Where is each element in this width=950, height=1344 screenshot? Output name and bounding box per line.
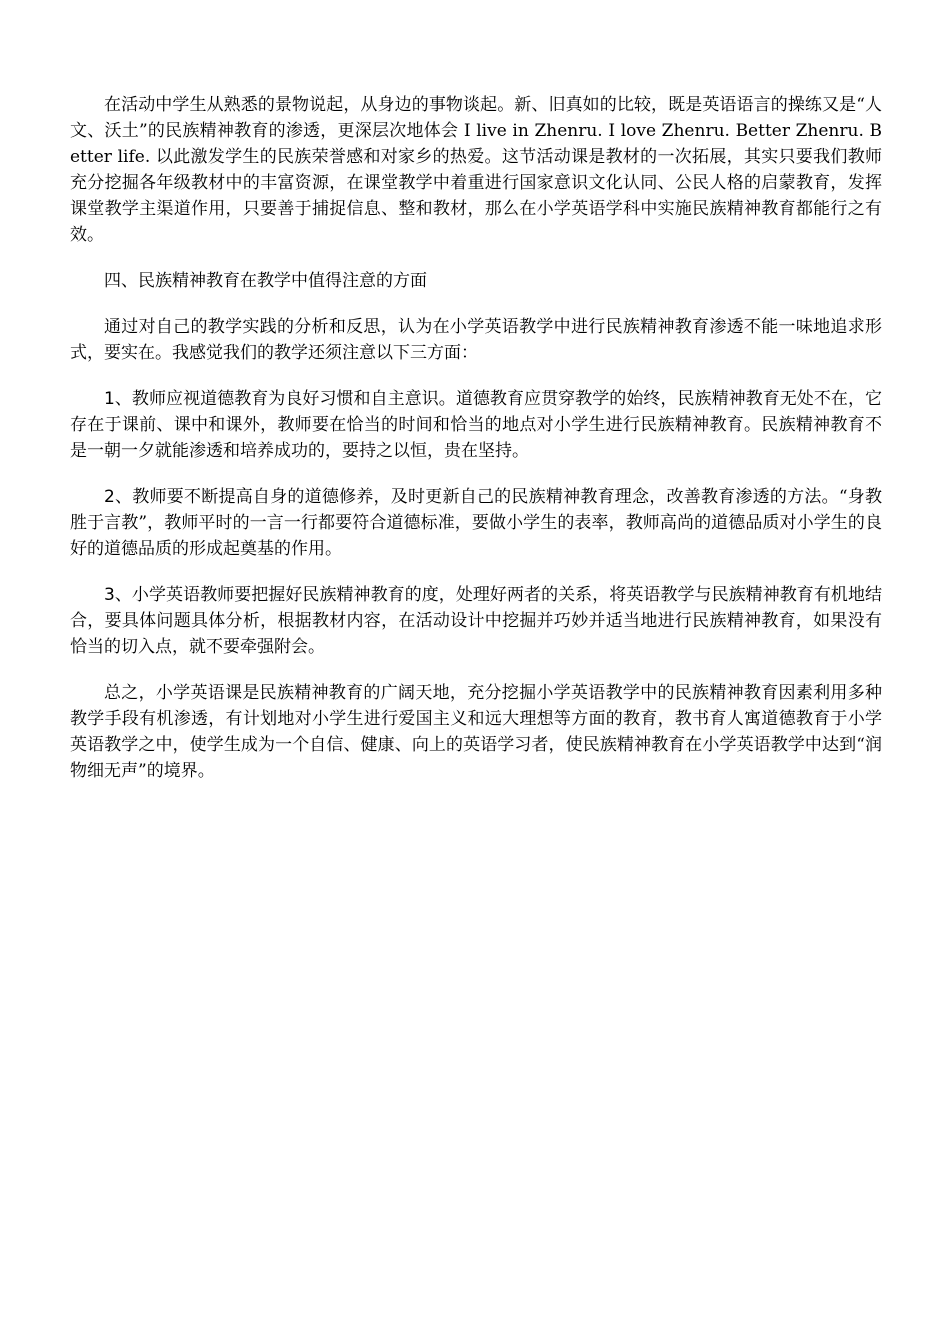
paragraph-conclusion: 总之，小学英语课是民族精神教育的广阔天地，充分挖掘小学英语教学中的民族精神教育因素利用多种教学手段有机渗透，有计划地对小学生进行爱国主义和远大理想等方面的教育，教书育人寓道德教育于小学英语教学之中，使学生成为一个自信、健康、向上的英语学习者，使民族精神教育在小学英语教学中达到“润物细无声”的境界。	[70, 683, 882, 781]
paragraph-reflection-intro: 通过对自己的教学实践的分析和反思，认为在小学英语教学中进行民族精神教育渗透不能一味地追求形式，要实在。我感觉我们的教学还须注意以下三方面：	[70, 317, 882, 363]
list-number: 2	[104, 487, 115, 507]
list-number: 1	[104, 389, 115, 409]
paragraph-activity-summary: 在活动中学生从熟悉的景物说起，从身边的事物谈起。新、旧真如的比较，既是英语语言的操练又是“人文、沃土”的民族精神教育的渗透，更深层次地体会 I live in Zhenru. I love Zhenru. Better Zhenru. Better life. 以此激发学生的民族荣誉感和对家乡的热爱。这节活动课是教材的一次拓展，其实只要我们教师充分挖掘各年级教材中的丰富资源，在课堂教学中着重进行国家意识文化认同、公民人格的启蒙教育，发挥课堂教学主渠道作用，只要善于捕捉信息、整和教材，那么在小学英语学科中实施民族精神教育都能行之有效。	[70, 95, 882, 245]
list-item-3	[70, 582, 882, 660]
list-item-2	[70, 484, 882, 562]
list-item-text: 、教师要不断提高自身的道德修养，及时更新自己的民族精神教育理念，改善教育渗透的方法。“身教胜于言教”，教师平时的一言一行都要符合道德标准，要做小学生的表率，教师高尚的道德品质对小学生的良好的道德品质的形成起奠基的作用。	[70, 487, 882, 559]
list-number: 3	[104, 585, 115, 605]
list-item-text: 、小学英语教师要把握好民族精神教育的度，处理好两者的关系，将英语教学与民族精神教育有机地结合，要具体问题具体分析，根据教材内容，在活动设计中挖掘并巧妙并适当地进行民族精神教育，如果没有恰当的切入点，就不要牵强附会。	[70, 585, 882, 657]
list-item-1	[70, 386, 882, 464]
document-body	[70, 92, 882, 804]
list-item-text: 、教师应视道德教育为良好习惯和自主意识。道德教育应贯穿教学的始终，民族精神教育无处不在，它存在于课前、课中和课外，教师要在恰当的时间和恰当的地点对小学生进行民族精神教育。民族精神教育不是一朝一夕就能渗透和培养成功的，要持之以恒，贵在坚持。	[70, 389, 882, 461]
section-heading-4: 四、民族精神教育在教学中值得注意的方面	[104, 271, 427, 291]
